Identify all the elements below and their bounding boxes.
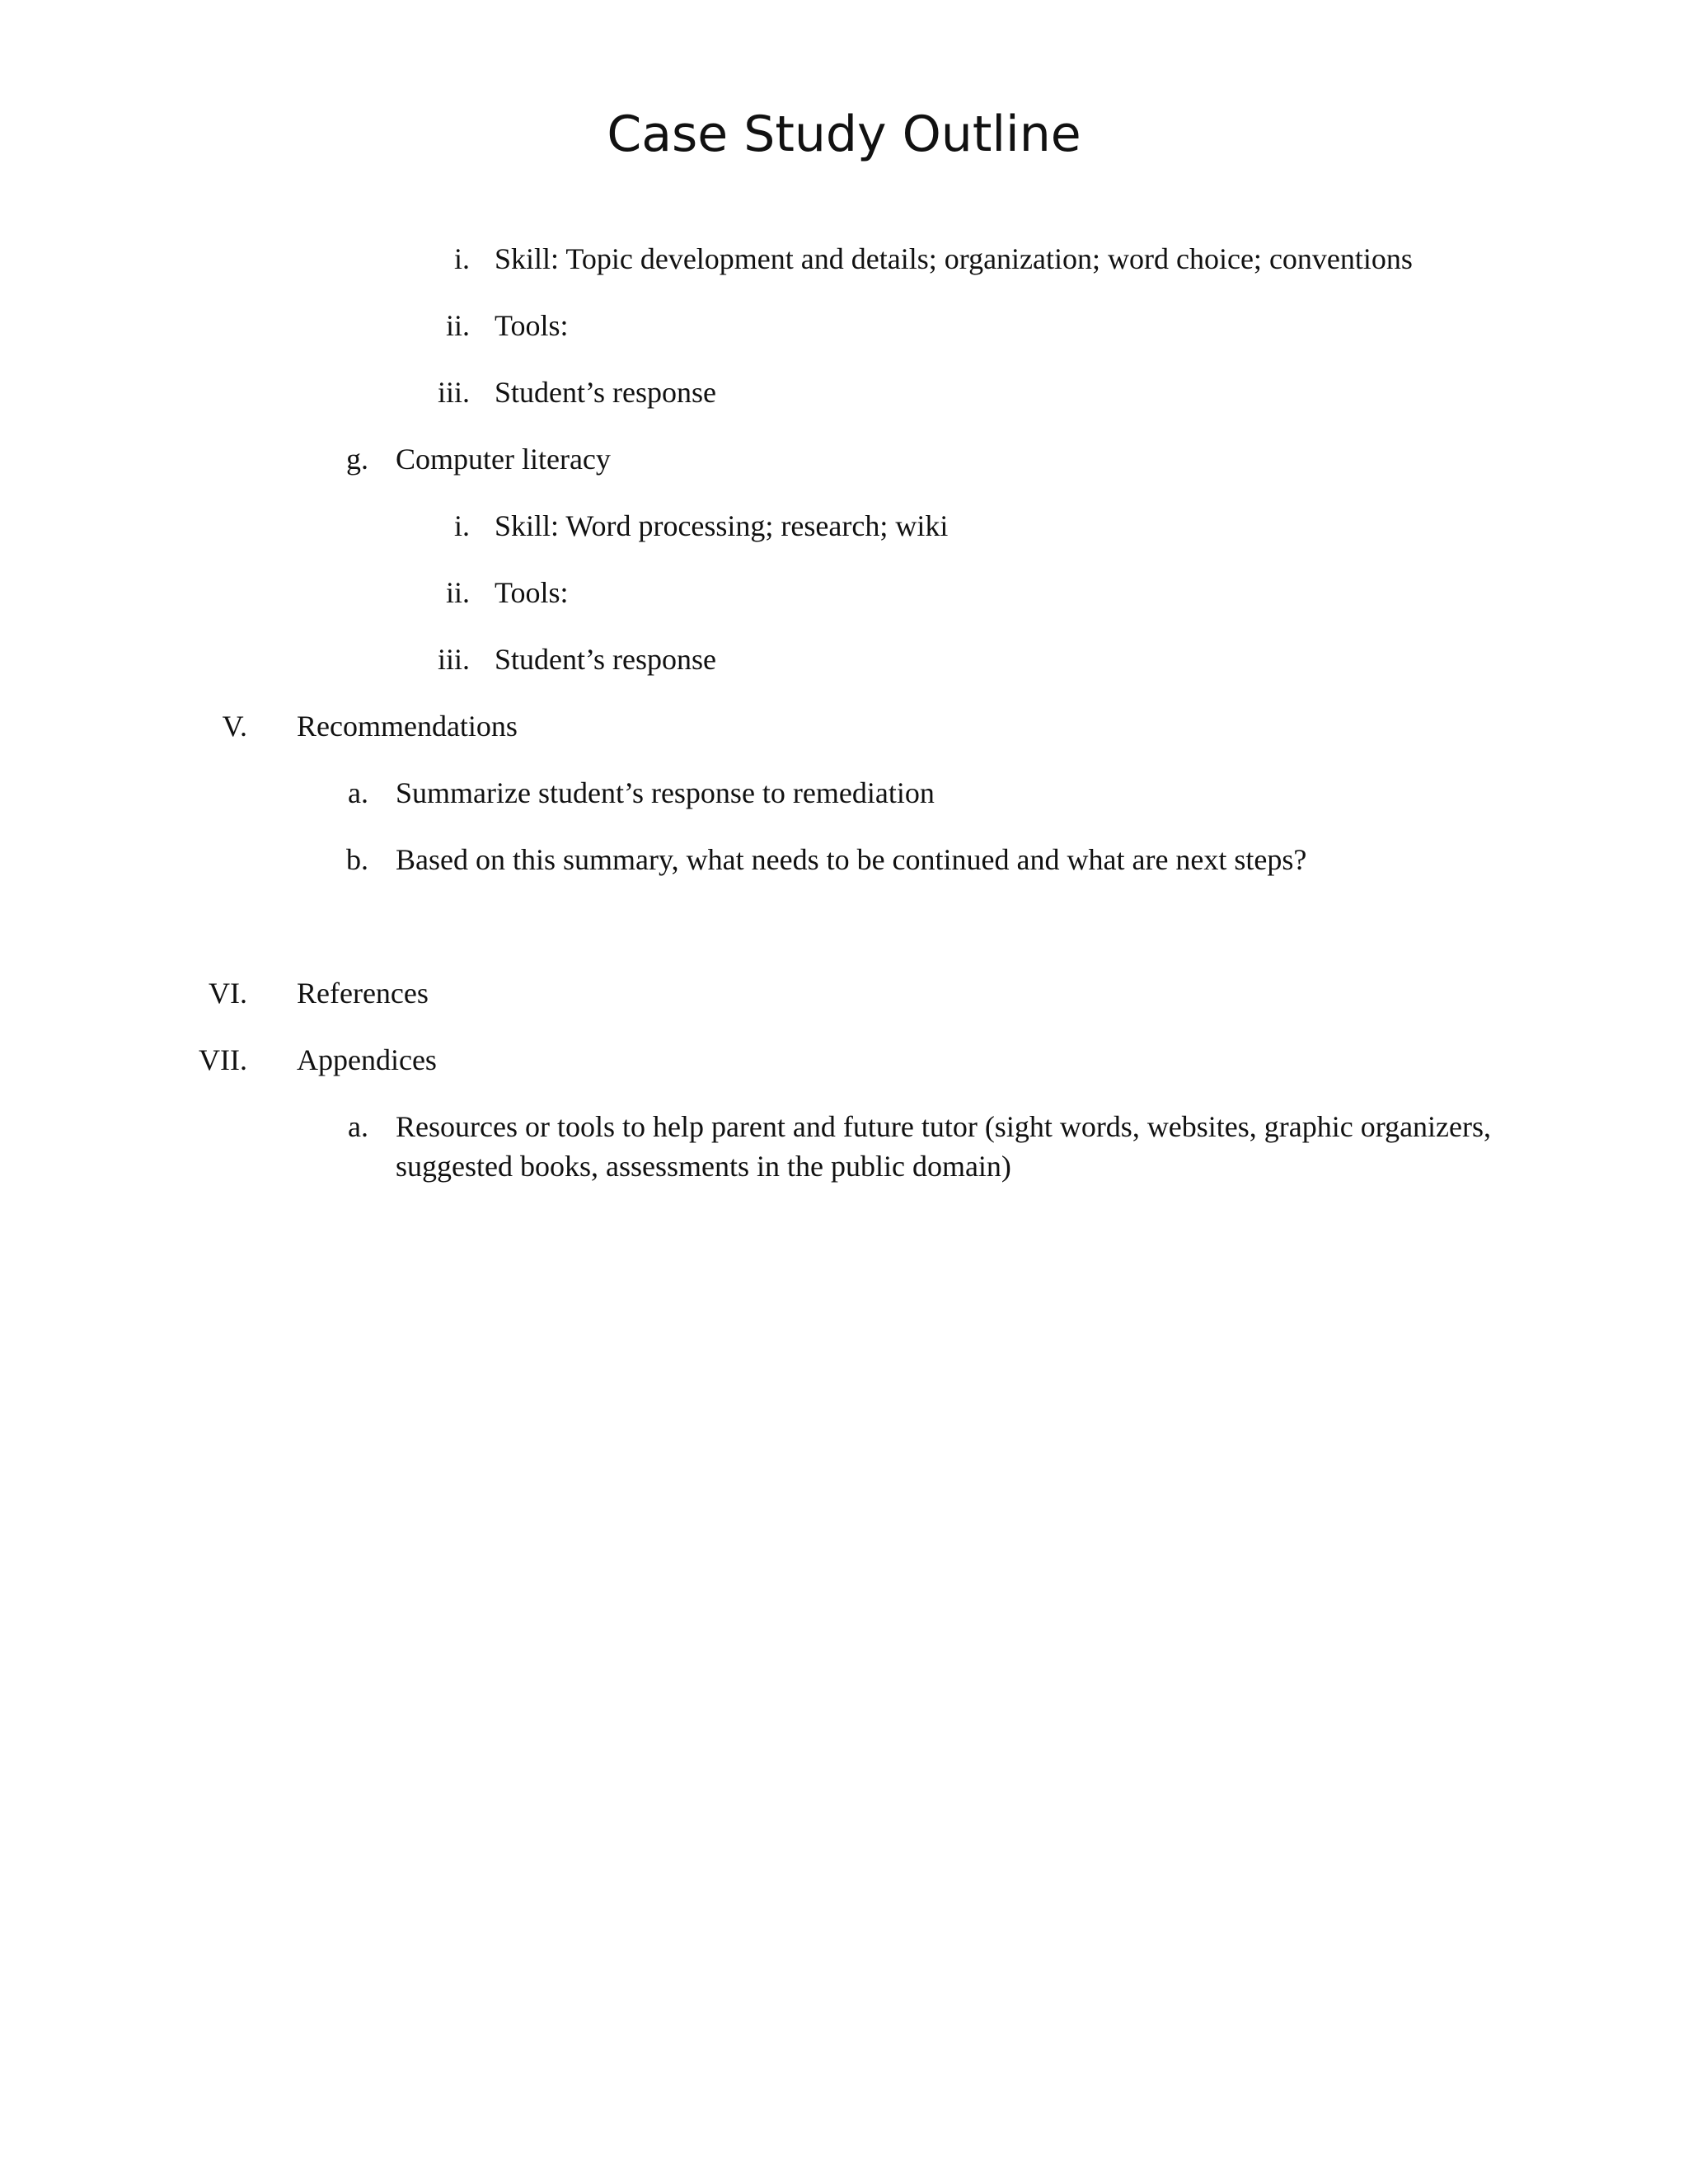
outline-text: Student’s response <box>495 376 716 409</box>
outline-marker: a. <box>348 776 368 809</box>
outline-text: Tools: <box>495 309 569 342</box>
outline-text: Based on this summary, what needs to be continued and what are next steps? <box>396 843 1307 876</box>
outline-text: Student’s response <box>495 643 716 676</box>
outline-marker: iii. <box>437 376 470 409</box>
outline-text: Appendices <box>297 1043 437 1076</box>
outline-marker: ii. <box>445 576 470 609</box>
outline-marker: b. <box>346 843 368 876</box>
outline-text: Tools: <box>495 576 569 609</box>
page-title: Case Study Outline <box>607 105 1081 163</box>
outline-marker: ii. <box>445 309 470 342</box>
outline-marker: VII. <box>199 1043 247 1076</box>
outline-text: Skill: Topic development and details; organization; word choice; conventions <box>495 242 1413 275</box>
outline-marker: VI. <box>209 977 247 1010</box>
outline-marker: iii. <box>437 643 470 676</box>
outline-text: Computer literacy <box>396 443 611 476</box>
outline-marker: g. <box>346 443 368 476</box>
outline-marker: i. <box>453 242 470 275</box>
outline-marker: i. <box>453 509 470 542</box>
outline-marker: a. <box>348 1110 368 1143</box>
outline-text: References <box>297 977 429 1010</box>
outline-text: Skill: Word processing; research; wiki <box>495 509 949 542</box>
outline-text: Summarize student’s response to remediation <box>396 776 935 809</box>
outline-marker: V. <box>222 710 247 743</box>
outline-text: Resources or tools to help parent and future tutor (sight words, websites, graphic organizers, suggested books, assessments in the public domain) <box>396 1110 1492 1183</box>
outline-text: Recommendations <box>297 710 518 743</box>
